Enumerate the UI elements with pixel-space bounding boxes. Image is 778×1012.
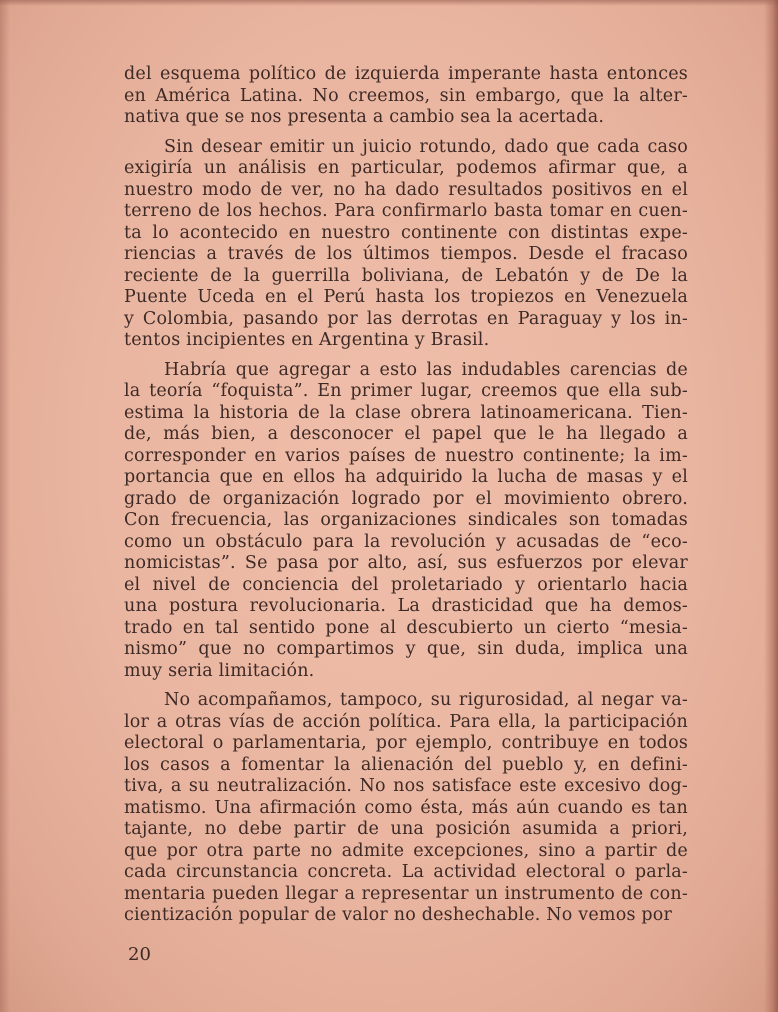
text-line: en América Latina. No creemos, sin embargo, que la alter- <box>124 85 688 106</box>
text-line: matismo. Una afirmación como ésta, más aún cuando es tan <box>124 797 688 818</box>
text-line: cientización popular de valor no deshechable. No vemos por <box>124 905 673 925</box>
text-line: nismo” que no compartimos y que, sin duda, implica una <box>124 639 688 659</box>
page-right-edge <box>764 0 778 1012</box>
body-text <box>124 64 688 935</box>
text-line: que por otra parte no admite excepciones, sino a partir de <box>124 840 688 861</box>
text-line: ta lo acontecido en nuestro continente con distintas expe- <box>124 222 688 243</box>
text-line: tentos incipientes en Argentina y Brasil. <box>124 330 490 350</box>
text-line: nomicistas”. Se pasa por alto, así, sus esfuerzos por elevar <box>124 553 688 573</box>
page-left-edge <box>0 0 10 1012</box>
text-line: exigiría un análisis en particular, podemos afirmar que, a <box>124 158 688 178</box>
text-line: electoral o parlamentaria, por ejemplo, contribuye en todos <box>124 733 688 753</box>
paragraph <box>124 360 688 683</box>
text-line: riencias a través de los últimos tiempos. Desde el fracaso <box>124 244 688 264</box>
text-line: grado de organización logrado por el movimiento obrero. <box>124 488 688 509</box>
paragraph <box>124 64 688 129</box>
text-line: estima la historia de la clase obrera latinoamericana. Tien- <box>124 402 688 423</box>
text-line: reciente de la guerrilla boliviana, de Lebatón y de De la <box>124 265 688 286</box>
text-line: No acompañamos, tampoco, su rigurosidad, al negar va- <box>164 690 688 710</box>
text-line: el nivel de conciencia del proletariado y orientarlo hacia <box>124 574 688 595</box>
text-line: una postura revolucionaria. La drasticidad que ha demos- <box>124 596 688 616</box>
text-line: Sin desear emitir un juicio rotundo, dado que cada caso <box>164 136 688 157</box>
text-line: trado en tal sentido pone al descubierto un cierto “mesia- <box>124 617 688 638</box>
text-line: del esquema político de izquierda imperante hasta entonces <box>124 64 688 84</box>
text-line: la teoría “foquista”. En primer lugar, creemos que ella sub- <box>124 381 688 401</box>
text-line: los casos a fomentar la alienación del pueblo y, en defini- <box>124 754 688 775</box>
text-line: tiva, a su neutralización. No nos satisface este excesivo dog- <box>124 776 688 796</box>
text-line: muy seria limitación. <box>124 660 315 681</box>
text-line: y Colombia, pasando por las derrotas en Paraguay y los in- <box>124 308 688 329</box>
text-line: Con frecuencia, las organizaciones sindicales son tomadas <box>124 510 688 530</box>
page-number: 20 <box>128 944 151 965</box>
paragraph <box>124 690 688 927</box>
text-line: nuestro modo de ver, no ha dado resultados positivos en el <box>124 179 688 200</box>
text-line: lor a otras vías de acción política. Para ella, la participación <box>124 711 688 732</box>
text-line: mentaria pueden llegar a representar un instrumento de con- <box>124 883 688 904</box>
paragraph <box>124 137 688 352</box>
text-line: Habría que agregar a esto las indudables carencias de <box>164 359 688 380</box>
text-line: cada circunstancia concreta. La actividad electoral o parla- <box>124 862 688 882</box>
text-line: corresponder en varios países de nuestro continente; la im- <box>124 445 688 466</box>
text-line: portancia que en ellos ha adquirido la lucha de masas y el <box>124 467 688 487</box>
text-line: de, más bien, a desconocer el papel que le ha llegado a <box>124 424 688 444</box>
text-line: tajante, no debe partir de una posición asumida a priori, <box>124 819 688 839</box>
page-top-edge <box>0 0 778 6</box>
text-line: como un obstáculo para la revolución y acusadas de “eco- <box>124 531 688 552</box>
text-line: terreno de los hechos. Para confirmarlo basta tomar en cuen- <box>124 201 688 221</box>
text-line: Puente Uceda en el Perú hasta los tropiezos en Venezuela <box>124 287 688 307</box>
text-line: nativa que se nos presenta a cambio sea la acertada. <box>124 107 605 127</box>
